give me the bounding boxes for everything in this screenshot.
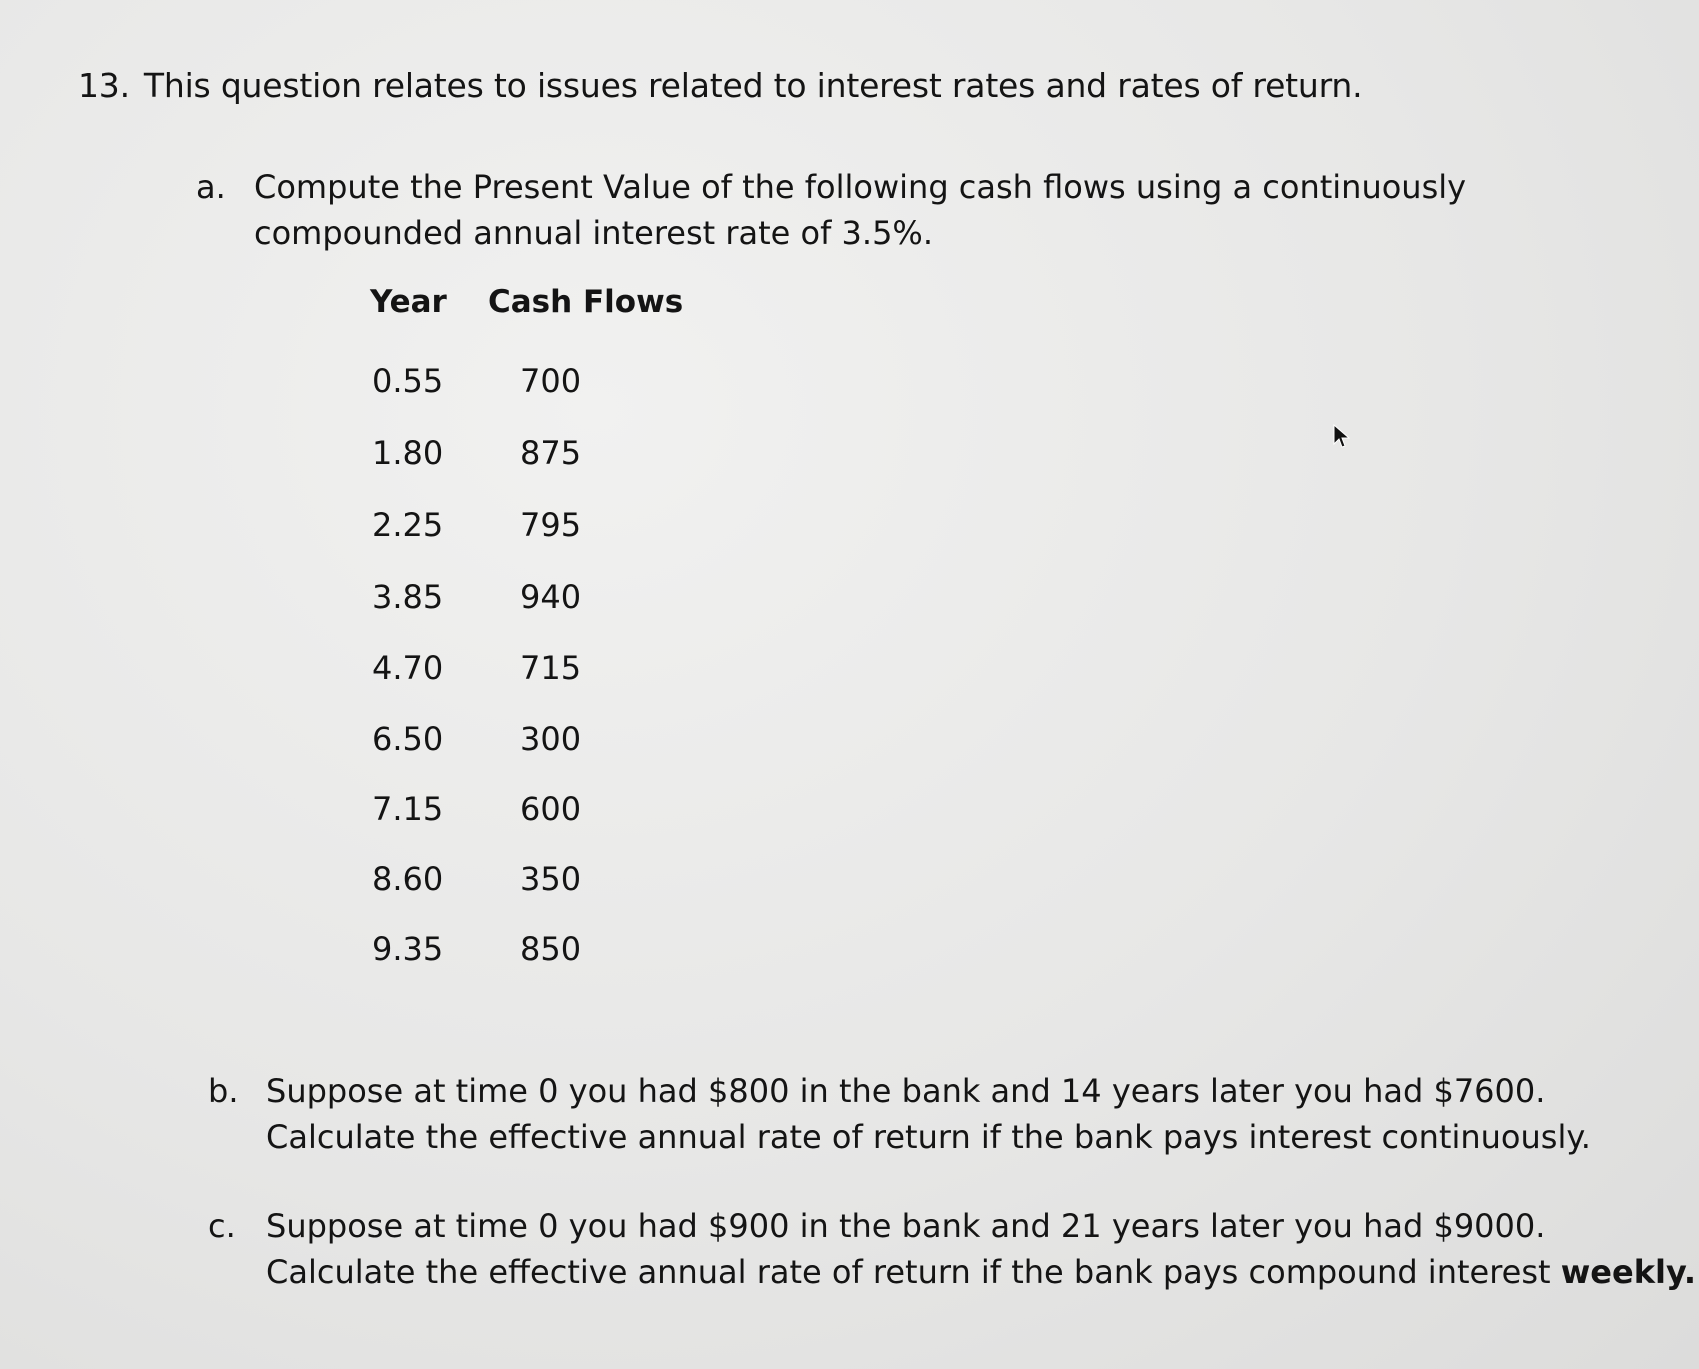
table-cell-cash: 795 <box>520 506 582 544</box>
table-cell-year: 3.85 <box>372 578 444 616</box>
part-b-line-2: Calculate the effective annual rate of return if the bank pays interest continuously. <box>266 1118 1591 1156</box>
question-text: This question relates to issues related to interest rates and rates of return. <box>143 66 1363 105</box>
table-row <box>370 434 670 474</box>
table-row <box>370 720 670 760</box>
part-c-body <box>266 1203 1696 1295</box>
part-a-line-1: Compute the Present Value of the following cash flows using a continuously <box>254 168 1467 206</box>
table-row <box>370 860 670 900</box>
table-cell-year: 4.70 <box>372 649 444 687</box>
table-row <box>370 649 670 689</box>
table-cell-cash: 600 <box>520 790 582 828</box>
table-cell-cash: 700 <box>520 362 582 400</box>
part-b-line-1: Suppose at time 0 you had $800 in the bank and 14 years later you had $7600. <box>266 1072 1546 1110</box>
part-c-line-2 <box>266 1249 1696 1295</box>
part-a-body <box>254 164 1466 256</box>
part-b-letter: b. <box>208 1072 239 1110</box>
table-cell-year: 0.55 <box>372 362 444 400</box>
part-a-line-2: compounded annual interest rate of 3.5%. <box>254 214 933 252</box>
table-row <box>370 790 670 830</box>
table-cell-year: 7.15 <box>372 790 444 828</box>
table-cell-cash: 350 <box>520 860 582 898</box>
part-c-letter: c. <box>208 1207 236 1245</box>
table-row <box>370 362 670 402</box>
part-c-emphasis-weekly: weekly. <box>1560 1253 1697 1291</box>
table-cell-year: 2.25 <box>372 506 444 544</box>
mouse-pointer-icon <box>1332 424 1350 450</box>
table-cell-year: 9.35 <box>372 930 444 968</box>
table-cell-cash: 850 <box>520 930 582 968</box>
part-c-line-2-text: Calculate the effective annual rate of return if the bank pays compound interest <box>266 1253 1561 1291</box>
table-cell-cash: 300 <box>520 720 582 758</box>
table-cell-year: 1.80 <box>372 434 444 472</box>
table-row <box>370 506 670 546</box>
part-c-line-1: Suppose at time 0 you had $900 in the bank and 21 years later you had $9000. <box>266 1207 1546 1245</box>
table-cell-year: 8.60 <box>372 860 444 898</box>
part-a-letter: a. <box>196 168 226 206</box>
table-header-cash-flows: Cash Flows <box>488 284 684 320</box>
part-b-body <box>266 1068 1591 1160</box>
table-cell-cash: 715 <box>520 649 582 687</box>
table-cell-cash: 940 <box>520 578 582 616</box>
table-row <box>370 578 670 618</box>
table-row <box>370 930 670 970</box>
table-header-year: Year <box>370 284 447 320</box>
question-heading <box>78 66 1362 105</box>
table-cell-cash: 875 <box>520 434 582 472</box>
table-cell-year: 6.50 <box>372 720 444 758</box>
question-number: 13. <box>78 66 130 105</box>
